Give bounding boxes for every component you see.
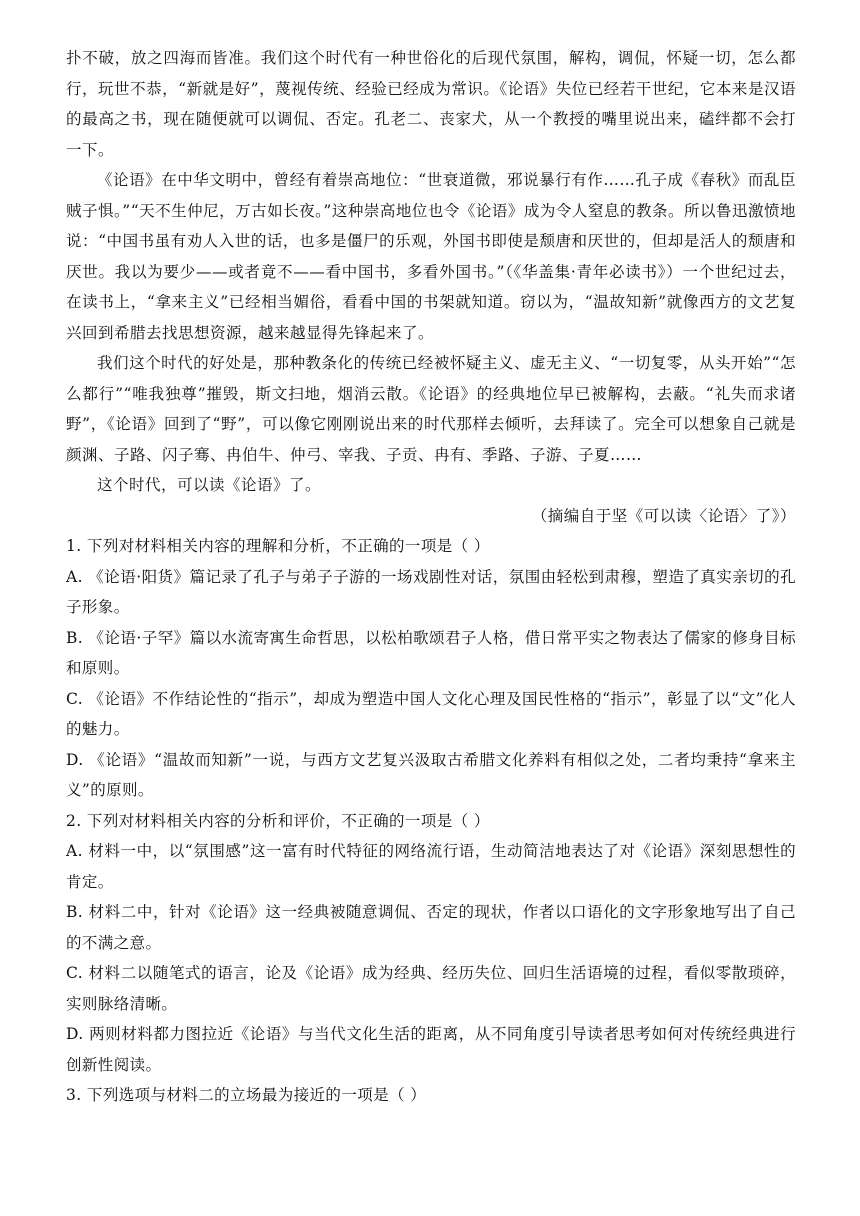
passage-paragraph: 这个时代，可以读《论语》了。 xyxy=(97,476,322,494)
option-a[interactable]: A. 《论语·阳货》篇记录了孔子与弟子子游的一场戏剧性对话，氛围由轻松到肃穆，塑造了真实亲切的孔子形象。 xyxy=(66,567,796,616)
question-2 xyxy=(66,806,796,1081)
question-3 xyxy=(66,1080,796,1111)
passage-paragraph: 《论语》在中华文明中，曾经有着崇高地位：“世衰道微，邪说暴行有作……孔子成《春秋》而乱臣贼子惧。”“天不生仲尼，万古如长夜。”这种崇高地位也令《论语》成为令人窒息的教条。所以鲁迅激愤地说：“中国书虽有劝人入世的话，也多是僵尸的乐观，外国书即使是颓唐和厌世的，但却是活人的颓唐和厌世。我以为要少——或者竟不——看中国书，多看外国书。”（《华盖集·青年必读书》）一个世纪过去，在读书上，“拿来主义”已经相当媚俗，看看中国的书架就知道。窃以为，“温故知新”就像西方的文艺复兴回到希腊去找思想资源，越来越显得先锋起来了。 xyxy=(66,171,796,342)
option-c[interactable]: C. 材料二以随笔式的语言，论及《论语》成为经典、经历失位、回归生活语境的过程，看似零散琐碎，实则脉络清晰。 xyxy=(66,964,796,1013)
question-stem: 1. 下列对材料相关内容的理解和分析，不正确的一项是（ ） xyxy=(66,537,490,555)
passage-source: （摘编自于坚《可以读〈论语〉了》） xyxy=(531,506,796,525)
question-1 xyxy=(66,531,796,806)
reading-passage xyxy=(66,43,796,531)
option-d[interactable]: D. 两则材料都力图拉近《论语》与当代文化生活的距离，从不同角度引导读者思考如何对传统经典进行创新性阅读。 xyxy=(66,1025,796,1074)
question-stem: 3. 下列选项与材料二的立场最为接近的一项是（ ） xyxy=(66,1086,427,1104)
question-stem: 2. 下列对材料相关内容的分析和评价，不正确的一项是（ ） xyxy=(66,811,490,830)
passage-paragraph: 扑不破，放之四海而皆准。我们这个时代有一种世俗化的后现代氛围，解构，调侃，怀疑一切，怎么都行，玩世不恭，“新就是好”，蔑视传统、经验已经成为常识。《论语》失位已经若干世纪，它本来是汉语的最高之书，现在随便就可以调侃、否定。孔老二、丧家犬，从一个教授的嘴里说出来，磕绊都不会打一下。 xyxy=(66,49,796,159)
option-d[interactable]: D. 《论语》“温故而知新”一说，与西方文艺复兴汲取古希腊文化养料有相似之处，二者均秉持“拿来主义”的原则。 xyxy=(66,750,796,799)
option-a[interactable]: A. 材料一中，以“氛围感”这一富有时代特征的网络流行语，生动简洁地表达了对《论语》深刻思想性的肯定。 xyxy=(66,842,796,891)
document-content xyxy=(66,43,796,1111)
option-b[interactable]: B. 材料二中，针对《论语》这一经典被随意调侃、否定的现状，作者以口语化的文字形象地写出了自己的不满之意。 xyxy=(66,903,796,952)
option-c[interactable]: C. 《论语》不作结论性的“指示”，却成为塑造中国人文化心理及国民性格的“指示”，彰显了以“文”化人的魅力。 xyxy=(66,689,796,738)
option-b[interactable]: B. 《论语·子罕》篇以水流寄寓生命哲思，以松柏歌颂君子人格，借日常平实之物表达了儒家的修身目标和原则。 xyxy=(66,628,796,677)
passage-paragraph: 我们这个时代的好处是，那种教条化的传统已经被怀疑主义、虚无主义、“一切复零，从头开始”“怎么都行”“唯我独尊”摧毁，斯文扫地，烟消云散。《论语》的经典地位早已被解构，去蔽。“礼失而求诸野”，《论语》回到了“野”，可以像它刚刚说出来的时代那样去倾听，去拜读了。完全可以想象自己就是颜渊、子路、闪子骞、冉伯牛、仲弓、宰我、子贡、冉有、季路、子游、子夏…… xyxy=(66,354,796,464)
